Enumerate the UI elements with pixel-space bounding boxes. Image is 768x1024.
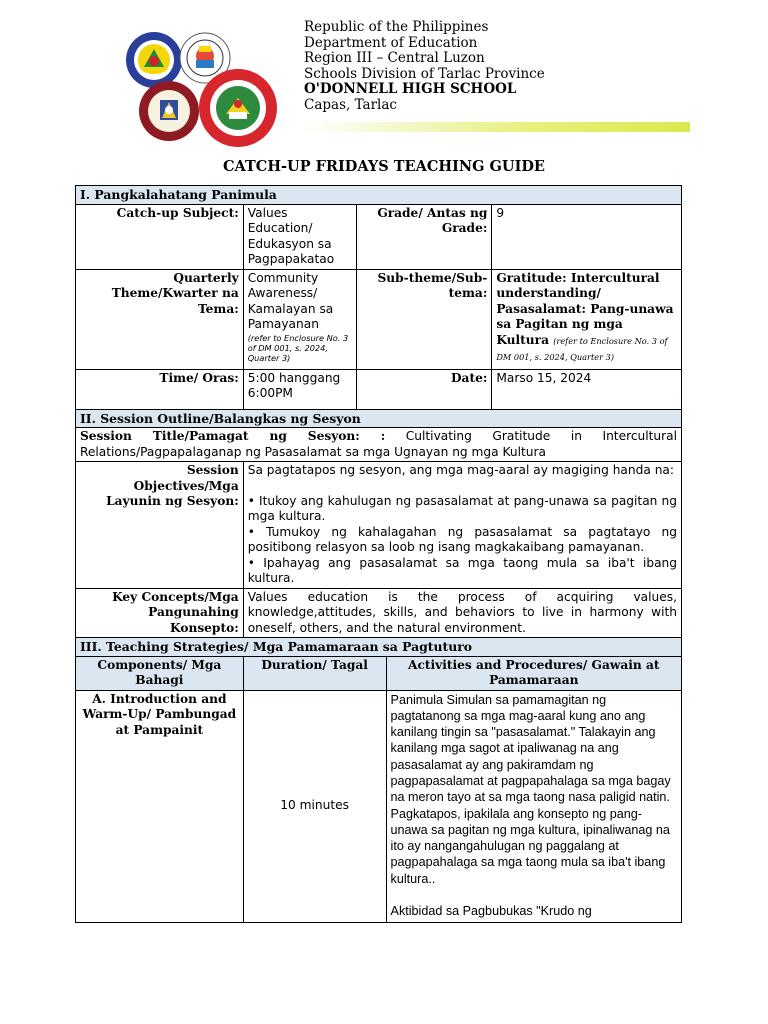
subtheme-note: (refer to Enclosure No. 3 of DM 001, s. 2024, Quarter 3): [496, 335, 668, 362]
objective-item: • Tumukoy ng kahalagahan ng pasasalamat sa pagtatayo ng positibong relasyon sa loob ng isang magkakaibang pamayanan.: [247, 524, 677, 554]
section-2-heading: II. Session Outline/Balangkas ng Sesyon: [76, 409, 682, 428]
section-1-heading: I. Pangkalahatang Panimula: [76, 186, 682, 205]
col-duration-header: Duration/ Tagal: [243, 656, 386, 690]
time-label: Time/ Oras:: [76, 369, 244, 409]
activity-intro-text: Panimula Simulan sa pamamagitan ng pagtatanong sa mga mag-aaral kung ano ang kanilang tingin sa "pasasalamat." Talakayin ang kanilang mga sagot at ipaliwanag na ang pasasalamat ay ang pakiramdam ng pagpapasalamat at pagpapahalaga sa mga bagay na meron tayo at sa mga taong nasa paligid natin. Pagkatapos, ipakilala ang konsepto ng pang-unawa sa pagitan ng mga kultura, ipinaliwanag na ito ay nangangahulugan ng paggalang at pagpapahalaga sa mga taong mula sa iba't ibang kultura..: [390, 692, 671, 886]
agency-line: Schools Division of Tarlac Province: [304, 65, 545, 82]
subject-value: Values Education/ Edukasyon sa Pagpapakatao: [243, 204, 356, 269]
region-seal-icon: [138, 80, 200, 142]
date-value: Marso 15, 2024: [492, 369, 682, 409]
theme-value: Community Awareness/ Kamalayan sa Pamayanan: [247, 270, 334, 331]
school-location: Capas, Tarlac: [304, 96, 397, 113]
component-intro: A. Introduction and Warm-Up/ Pambungad at Pampainit: [76, 690, 244, 922]
grade-value: 9: [492, 204, 682, 269]
grade-label: Grade/ Antas ng Grade:: [356, 204, 492, 269]
time-value: 5:00 hanggang 6:00PM: [243, 369, 356, 409]
accent-bar: [300, 122, 690, 132]
session-title-cell: [76, 428, 682, 462]
teaching-guide-table: [75, 185, 682, 923]
document-title: CATCH-UP FRIDAYS TEACHING GUIDE: [223, 158, 545, 175]
duration-intro: 10 minutes: [243, 690, 386, 922]
letterhead: [0, 0, 768, 175]
section-3-heading: III. Teaching Strategies/ Mga Pamamaraan sa Pagtuturo: [76, 638, 682, 657]
logo-group: [0, 0, 300, 160]
theme-cell: [243, 269, 356, 369]
concepts-value: Values education is the process of acquiring values, knowledge,attitudes, skills, and behaviors to live in harmony with oneself, others, and the natural environment.: [243, 588, 681, 638]
theme-label: Quarterly Theme/Kwarter na Tema:: [76, 269, 244, 369]
agency-header: [304, 20, 545, 113]
subject-label: Catch-up Subject:: [76, 204, 244, 269]
objectives-cell: [243, 462, 681, 589]
subtheme-cell: [492, 269, 682, 369]
objectives-intro: Sa pagtatapos ng sesyon, ang mga mag-aaral ay magiging handa na:: [247, 463, 674, 477]
activity-intro-cell: [386, 690, 681, 922]
col-activities-header: Activities and Procedures/ Gawain at Pamamaraan: [386, 656, 681, 690]
col-components-header: Components/ Mga Bahagi: [76, 656, 244, 690]
session-title-label: Session Title/Pamagat ng Sesyon: :: [80, 429, 386, 443]
objective-item: • Ipahayag ang pasasalamat sa mga taong mula sa iba't ibang kultura.: [247, 555, 677, 585]
school-name: O'DONNELL HIGH SCHOOL: [304, 81, 517, 97]
concepts-label: Key Concepts/Mga Pangunahing Konsepto:: [76, 588, 244, 638]
subtheme-label: Sub-theme/Sub-tema:: [356, 269, 492, 369]
subtheme-value: Gratitude: Intercultural understanding/ Pasasalamat: Pang-unawa sa Pagitan ng mga Kultura: [496, 270, 674, 347]
activity-opening-text: Aktibidad sa Pagbubukas "Krudo ng: [390, 904, 592, 919]
agency-line: Region III – Central Luzon: [304, 50, 485, 66]
session-title-value: Cultivating Gratitude in Intercultural Relations/Pagpapalaganap ng Pasasalamat sa mga Ugnayan ng mga Kultura: [80, 429, 677, 459]
school-seal-icon: [198, 68, 278, 148]
agency-line: Department of Education: [304, 34, 478, 51]
date-label: Date:: [356, 369, 492, 409]
objective-item: • Itukoy ang kahulugan ng pasasalamat at pang-unawa sa pagitan ng mga kultura.: [247, 493, 677, 523]
agency-line: Republic of the Philippines: [304, 19, 489, 35]
objectives-label: Session Objectives/Mga Layunin ng Sesyon:: [76, 462, 244, 589]
theme-note: (refer to Enclosure No. 3 of DM 001, s. 2024, Quarter 3): [247, 332, 349, 363]
